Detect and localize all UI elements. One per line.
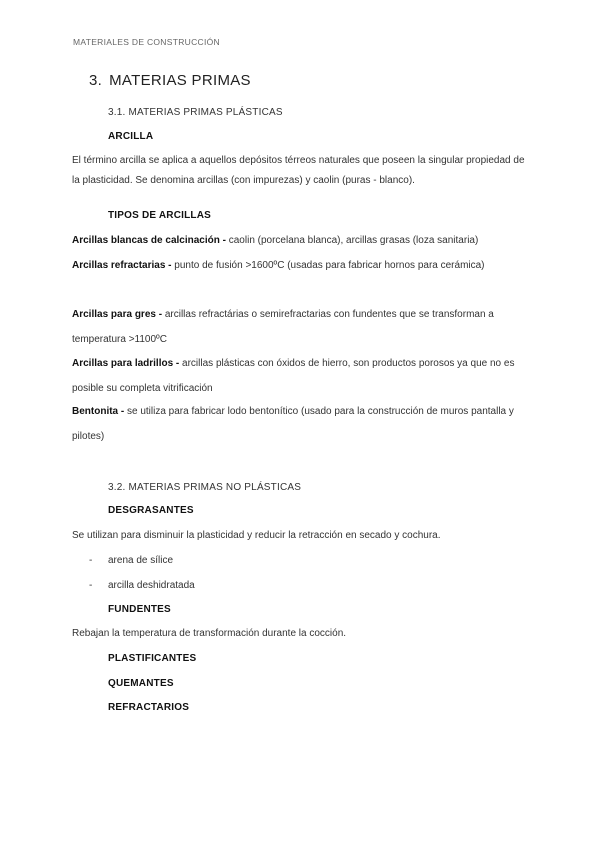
chapter-title-text: MATERIAS PRIMAS xyxy=(109,72,251,89)
heading-refractarios: REFRACTARIOS xyxy=(108,702,190,713)
list-item xyxy=(89,555,173,566)
chapter-title xyxy=(89,72,251,89)
paragraph-fundentes: Rebajan la temperatura de transformación durante la cocción. xyxy=(72,628,347,639)
running-header: MATERIALES DE CONSTRUCCIÓN xyxy=(73,37,220,47)
bullet-marker: - xyxy=(89,555,93,566)
tipo-item xyxy=(72,303,528,352)
heading-plastificantes: PLASTIFICANTES xyxy=(108,653,197,664)
tipo-desc: punto de fusión >1600ºC (usadas para fabricar hornos para cerámica) xyxy=(171,260,485,271)
tipo-term: Arcillas para gres - xyxy=(72,309,163,320)
tipo-desc: caolin (porcelana blanca), arcillas grasas (loza sanitaria) xyxy=(225,235,479,246)
paragraph-arcilla: El término arcilla se aplica a aquellos depósitos térreos naturales que poseen la singular propiedad de la plasticidad. Se denomina arcillas (con impurezas) y caolin (puras - blanco). xyxy=(72,155,525,186)
heading-arcilla: ARCILLA xyxy=(108,131,154,142)
heading-desgrasantes: DESGRASANTES xyxy=(108,505,194,516)
list-item-text: arcilla deshidratada xyxy=(108,580,195,591)
tipo-term: Arcillas refractarias - xyxy=(72,260,172,271)
heading-tipos-de-arcillas: TIPOS DE ARCILLAS xyxy=(108,210,212,221)
tipo-item xyxy=(72,352,528,401)
tipo-item xyxy=(72,229,528,254)
chapter-number: 3. xyxy=(89,72,103,89)
list-item xyxy=(89,580,195,591)
tipo-desc: se utiliza para fabricar lodo bentonítico (usado para la construcción de muros pantalla y pilotes) xyxy=(72,406,514,442)
section-title-3-1: 3.1. MATERIAS PRIMAS PLÁSTICAS xyxy=(108,107,283,118)
heading-quemantes: QUEMANTES xyxy=(108,678,174,689)
tipo-desc: arcillas plásticas con óxidos de hierro, son productos porosos ya que no es posible su completa vitrificación xyxy=(72,358,515,394)
bullet-marker: - xyxy=(89,580,93,591)
tipo-term: Bentonita - xyxy=(72,406,125,417)
tipo-term: Arcillas blancas de calcinación - xyxy=(72,235,226,246)
tipo-item xyxy=(72,400,528,449)
section-title-3-2: 3.2. MATERIAS PRIMAS NO PLÁSTICAS xyxy=(108,482,302,493)
list-item-text: arena de sílice xyxy=(108,555,174,566)
paragraph-desgrasantes: Se utilizan para disminuir la plasticidad y reducir la retracción en secado y cochura. xyxy=(72,530,441,541)
heading-fundentes: FUNDENTES xyxy=(108,604,171,615)
tipo-term: Arcillas para ladrillos - xyxy=(72,358,180,369)
tipo-item xyxy=(72,254,528,279)
tipo-desc: arcillas refractárias o semirefractarias con fundentes que se transforman a temperatura >1100ºC xyxy=(72,309,494,345)
